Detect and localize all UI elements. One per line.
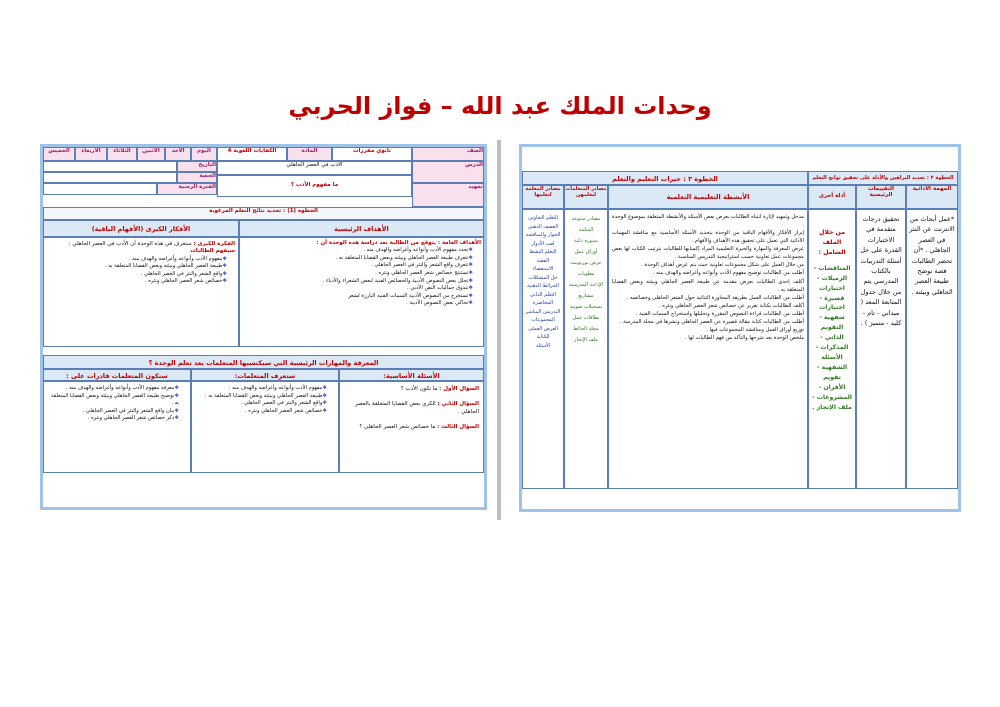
strategy-item: التعلم التعاوني (528, 215, 558, 221)
big-idea-lead-2: سيفهم الطالبات (190, 248, 235, 255)
step1-title: الخطوة (1) : تحديد نتائج التعلم المرغوبة (209, 208, 318, 214)
list-item: ❖ تتعرف واقع الشعر والنثر في العصر الجاهلي . (242, 262, 473, 270)
tool-item: ملف الإنجاز (574, 337, 598, 343)
list-item: ❖ تحدد مفهوم الأدب وأنواعه وأغراضه والهدف منه . (242, 247, 473, 255)
date-label-cell (177, 161, 217, 172)
big-idea-lead: الفكرة الكبرى : (193, 241, 235, 247)
list-item: ❖ تتعرف طبيعة العصر الجاهلي وبيئته وبعض القضايا المتعلقة به . (242, 255, 473, 263)
tool-item: الإذاعة المدرسية (568, 282, 604, 288)
strategy-item: المحاضرة (532, 300, 554, 306)
will-know-list (195, 385, 335, 415)
strategy-item: العصف الذهني (527, 223, 559, 230)
step1-title-cell (43, 207, 484, 220)
q1-text: ما تكون الأدب ؟ (400, 386, 438, 392)
q2-label: السؤال الثاني : (437, 401, 479, 408)
strategies-col-body (522, 209, 564, 489)
activity-item: مدخل وتمهيد لإثارة انتباه الطالبات بعرض بعض الأسئلة والأنشطة المتعلقة بموضوع الوحدة . (612, 214, 804, 229)
task-col-title: المهمة الأدائية (912, 186, 952, 192)
q3-label: السؤال الثالث : (437, 424, 479, 431)
subject-value: الكفايات اللغوية 4 (227, 148, 277, 154)
will-be-able-body (43, 381, 191, 473)
intro-label: تمهيد (468, 184, 483, 190)
strategies-col-header (522, 185, 564, 209)
task-col-body (906, 209, 958, 489)
knowledge-title: المعرفة والمهارات الرئيسية التي سيكتسبها المتعلمات بعد تعلم الوحدة ؟ (148, 359, 379, 367)
strategy-item: الكتابة (536, 334, 550, 340)
strategy-item: الأسئلة (535, 342, 551, 349)
assessment-col-title: التقييمات الرئيسية (868, 186, 894, 198)
day-cell-3 (107, 147, 137, 161)
header-subject-value-cell (217, 147, 287, 161)
unit-plan-sheet-right (519, 144, 961, 512)
big-ideas-body (43, 237, 239, 347)
strategy-item: التعلم الذاتي (530, 291, 556, 298)
main-goals-title: الأهداف الرئيسية (334, 225, 389, 233)
tool-item: مشاريع (578, 293, 594, 299)
strategy-item: المجموعات (531, 317, 555, 323)
list-item: ❖ خصائص شعر العصر الجاهلي ونثره . (195, 408, 327, 416)
list-item: ❖ تحلل بعض النصوص الأدبية والخصائص الفنية لبعض الشعراء والأدباء . (242, 278, 473, 286)
period-label: الحصة (199, 173, 216, 179)
strategies-col-title: مصادر المعلمة لتعلمها (525, 186, 561, 198)
strategy-item: القصة (536, 257, 550, 264)
questions-body (339, 381, 484, 473)
activity-item: أكلف إحدى الطالبات بعرض مقدمة عن طبيعة العصر الجاهلي وبيئته وبعض القضايا المتعلقة به . (612, 278, 804, 293)
will-know-title: ستعرف المتعلمات: (234, 372, 296, 380)
activity-item: من خلال العمل على شكل مجموعات تعاونية حيث يتم عرض أهداف الوحدة . (641, 262, 804, 269)
period-label-cell (177, 172, 217, 183)
main-goals-list (242, 247, 481, 307)
tool-item: سبورة ذكية (574, 238, 598, 244)
day-cell-0 (191, 147, 217, 161)
time-label: الفترة الزمنية (178, 184, 216, 190)
course-label: ثانوي مقررات (353, 148, 391, 154)
strategy-item: الحوار والمناقشة (525, 232, 561, 238)
date-value-cell (43, 161, 177, 172)
lesson-value: الأدب في العصر الجاهلي (286, 162, 343, 168)
tool-item: تسجيلات صوتية (569, 304, 603, 310)
day-cell-4 (75, 147, 107, 161)
strategy-item: التدريس المباشر (525, 308, 561, 315)
tool-item: عرض بوربوينت (570, 260, 602, 266)
activity-item: أطلب من الطالبات العمل بطريقة المحاورة الثنائية حول الشعر الجاهلي وخصائصه . (626, 294, 804, 301)
list-item: ❖ واقع الشعر والنثر في العصر الجاهلي . (47, 271, 227, 279)
intro-value-cell (217, 175, 412, 197)
will-be-able-title: ستكون المتعلمات قادرات على : (66, 372, 168, 380)
tool-item: مطويات (577, 271, 595, 277)
list-item: ❖ بيان واقع الشعر والنثر في العصر الجاهلي . (47, 408, 179, 416)
strategy-item: حل المشكلات (528, 274, 558, 281)
period-value-cell (43, 172, 177, 183)
strategy-item: التعلم النشط (529, 249, 557, 255)
lesson-label: الدرس (465, 162, 483, 168)
list-item: ❖ طبيعة العصر الجاهلي وبيئته وبعض القضايا المتعلقة به . (195, 393, 327, 401)
tools-col-body (564, 209, 608, 489)
date-label: التاريخ (198, 162, 216, 168)
q2-text: الكري بعض القضايا المتعلقة بالعصر الجاهلي . (354, 401, 479, 415)
activity-item: أكلف الطالبات بكتابة تقرير عن خصائص شعر العصر الجاهلي ونثره . (658, 302, 804, 309)
header-grade-cell (412, 147, 484, 161)
day-thursday: الخميس (48, 148, 70, 154)
list-item: ❖ ذكر خصائص شعر العصر الجاهلي ونثره . (47, 415, 179, 423)
general-goals-label: الأهداف العامة : يتوقع من الطالبة بعد دراسة هذه الوحدة أن : (316, 240, 481, 246)
subject-label: المادة (301, 148, 318, 154)
header-course-cell (332, 147, 412, 161)
list-item: ❖ مفهوم الأدب وأنواعه وأغراضه والهدف منه . (47, 256, 227, 264)
list-item: ❖ خصائص شعر العصر الجاهلي ونثره . (47, 278, 227, 286)
page-divider (497, 140, 501, 520)
activity-item: أطلب من الطالبات كتابة مقالة قصيرة عن العصر الجاهلي ونشرها في مجلة المدرسة . (619, 318, 804, 325)
assessment-col-body (856, 209, 906, 489)
list-item: ❖ معرفة مفهوم الأدب وأنواعه وأغراضه والهدف منه . (47, 385, 179, 393)
main-goals-header (239, 220, 484, 237)
other-col-body (808, 209, 856, 489)
activities-col-header (608, 185, 808, 209)
lesson-label-cell (412, 161, 484, 183)
strategy-item: العرض العملي (528, 325, 558, 332)
tool-item: المكتبة (578, 227, 594, 233)
q1-label: السؤال الأول : (439, 386, 479, 392)
header-subject-cell (287, 147, 332, 161)
questions-header (339, 369, 484, 381)
list-item: ❖ تحاكي بعض النصوص الأدبية . (242, 300, 473, 308)
will-be-able-list (47, 385, 187, 423)
day-label: اليوم (197, 148, 211, 154)
will-know-header (191, 369, 339, 381)
page-title: وحدات الملك عبد الله – فواز الحربي (288, 92, 712, 120)
task-col-header (906, 185, 958, 209)
tools-col-title: مصادر المتعلمات لتعلمهن (565, 186, 607, 198)
tool-item: أوراق عمل (574, 249, 598, 255)
list-item: ❖ مفهوم الأدب وأنواعه وأغراضه والهدف منه . (195, 385, 327, 393)
time-label-cell (157, 183, 217, 195)
other-col-header (808, 185, 856, 209)
grade-label: الصف (467, 148, 483, 154)
main-goals-body (239, 237, 484, 347)
big-ideas-list (47, 256, 235, 286)
tool-item: بطاقات عمل (572, 315, 600, 321)
activity-item: إبراز الأفكار والأفهام الباقية من الوحدة بتحديد الأسئلة الأساسية مع مناقشة المهمات الأدائية التي تعمل على تحقيق هذه الأهداف والأفهام . (612, 230, 804, 245)
tools-col-header (564, 185, 608, 209)
task-text: *عمل أبحاث من الانترنت عن النثر في العصر الجاهلي . *أن تحضر الطالبات قصة توضح طبيعة العصر الجاهلي وبيئته . (909, 215, 955, 296)
activity-item: أطلب من الطالبات قراءة النصوص المقررة وتحليلها واستخراج السمات الفنية . (635, 310, 804, 317)
step3-title: الخطوة ٣ : خبرات التعليم والتعلم (612, 175, 718, 183)
other-head: من خلال الملف الشامل : (818, 229, 846, 256)
day-cell-5 (43, 147, 75, 161)
big-ideas-header (43, 220, 239, 237)
q3-text: ما خصائص شعر العصر الجاهلي ؟ (359, 424, 436, 431)
activity-item: ملخص الوحدة بعد شرحها والتأكد من فهم الطالبات لها . (684, 334, 804, 341)
day-tuesday: الثلاثاء (113, 148, 131, 154)
activity-item: أطلب من الطالبات توضيح مفهوم الأدب وأنواعه وأغراضه والهدف منه . (652, 270, 804, 277)
assessment-col-header (856, 185, 906, 209)
other-text: المناقشات - الزميلات - اختبارات قصيرة - اختبارات شفهية - التقويم الذاتي - المذكرات - الأسئلة الشفهية - تقويم الأقران - المشروعات - ملف الإنجاز . (811, 264, 853, 411)
activities-col-title: الأنشطة التعليمية التعلمية (666, 193, 750, 201)
list-item: ❖ توضيح طبيعة العصر الجاهلي وبيئته وبعض القضايا المتعلقة به . (47, 393, 179, 408)
step2-header (808, 171, 958, 185)
day-sunday: الأحد (171, 148, 185, 154)
big-ideas-title: الأفكار الكبرى (الأفهام الباقية) (91, 225, 191, 233)
list-item: ❖ واقع الشعر والنثر في العصر الجاهلي . (195, 400, 327, 408)
strategy-item: الخرائط الذهنية (527, 283, 559, 289)
list-item: ❖ طبيعة العصر الجاهلي وبيئته وبعض القضايا المتعلقة به . (47, 263, 227, 271)
questions-title: الأسئلة الأساسية: (383, 372, 440, 380)
strategy-item: لعب الأدوار (531, 240, 555, 247)
activities-col-body (608, 209, 808, 489)
day-cell-1 (165, 147, 191, 161)
tool-item: مصادر متنوعة (571, 216, 601, 222)
list-item: ❖ تستخرج من النصوص الأدبية السمات الفنية البارزة لشعر (242, 293, 473, 301)
day-cell-2 (137, 147, 165, 161)
intro-value: ما مفهوم الأدب ؟ (290, 182, 339, 188)
will-be-able-header (43, 369, 191, 381)
step3-header (522, 171, 808, 185)
time-value-cell (43, 183, 157, 195)
activity-item: توزيع أوراق العمل ومناقشة المجموعات فيها . (706, 326, 804, 333)
step2-title: الخطوة ٢ : تحديد البراهين والأدلة على تحقيق نواتج التعلم (812, 175, 954, 181)
activity-item: عرض المعرفة والمهارة والخبرة التعليمية المراد إكسابها للطالبات بترتيب الكتاب لها بعض مجموعات عمل تعاونية حسب استراتيجية التدريس المناسبة . (612, 246, 804, 261)
big-idea-lead-text: ستعرف في هذه الوحدة أن الأدب في العصر الجاهلي : (68, 241, 192, 247)
day-monday: الاثنين (142, 148, 160, 154)
other-col-title: أدلة أخرى (818, 193, 846, 199)
will-know-body (191, 381, 339, 473)
list-item: ❖ تستنتج خصائص شعر العصر الجاهلي ونثره . (242, 270, 473, 278)
lesson-value-cell (217, 161, 412, 175)
list-item: ❖ تتذوق جماليات النص الأدبي . (242, 285, 473, 293)
tool-item: مجلة الحائط (573, 326, 599, 332)
strategy-item: الاستقصاء (532, 266, 554, 272)
knowledge-header (43, 355, 484, 369)
assessment-text: تحقيق درجات متقدمة في الاختبارات القدرة على حل أسئلة التدريبات بالكتاب المدرسي يتم من خلال جدول المتابعة المعد ( ميداني - تام - كليد - متميز ) . (860, 215, 902, 327)
day-wednesday: الأربعاء (81, 148, 101, 154)
intro-label-cell (412, 183, 484, 207)
unit-plan-sheet-left (40, 144, 487, 510)
